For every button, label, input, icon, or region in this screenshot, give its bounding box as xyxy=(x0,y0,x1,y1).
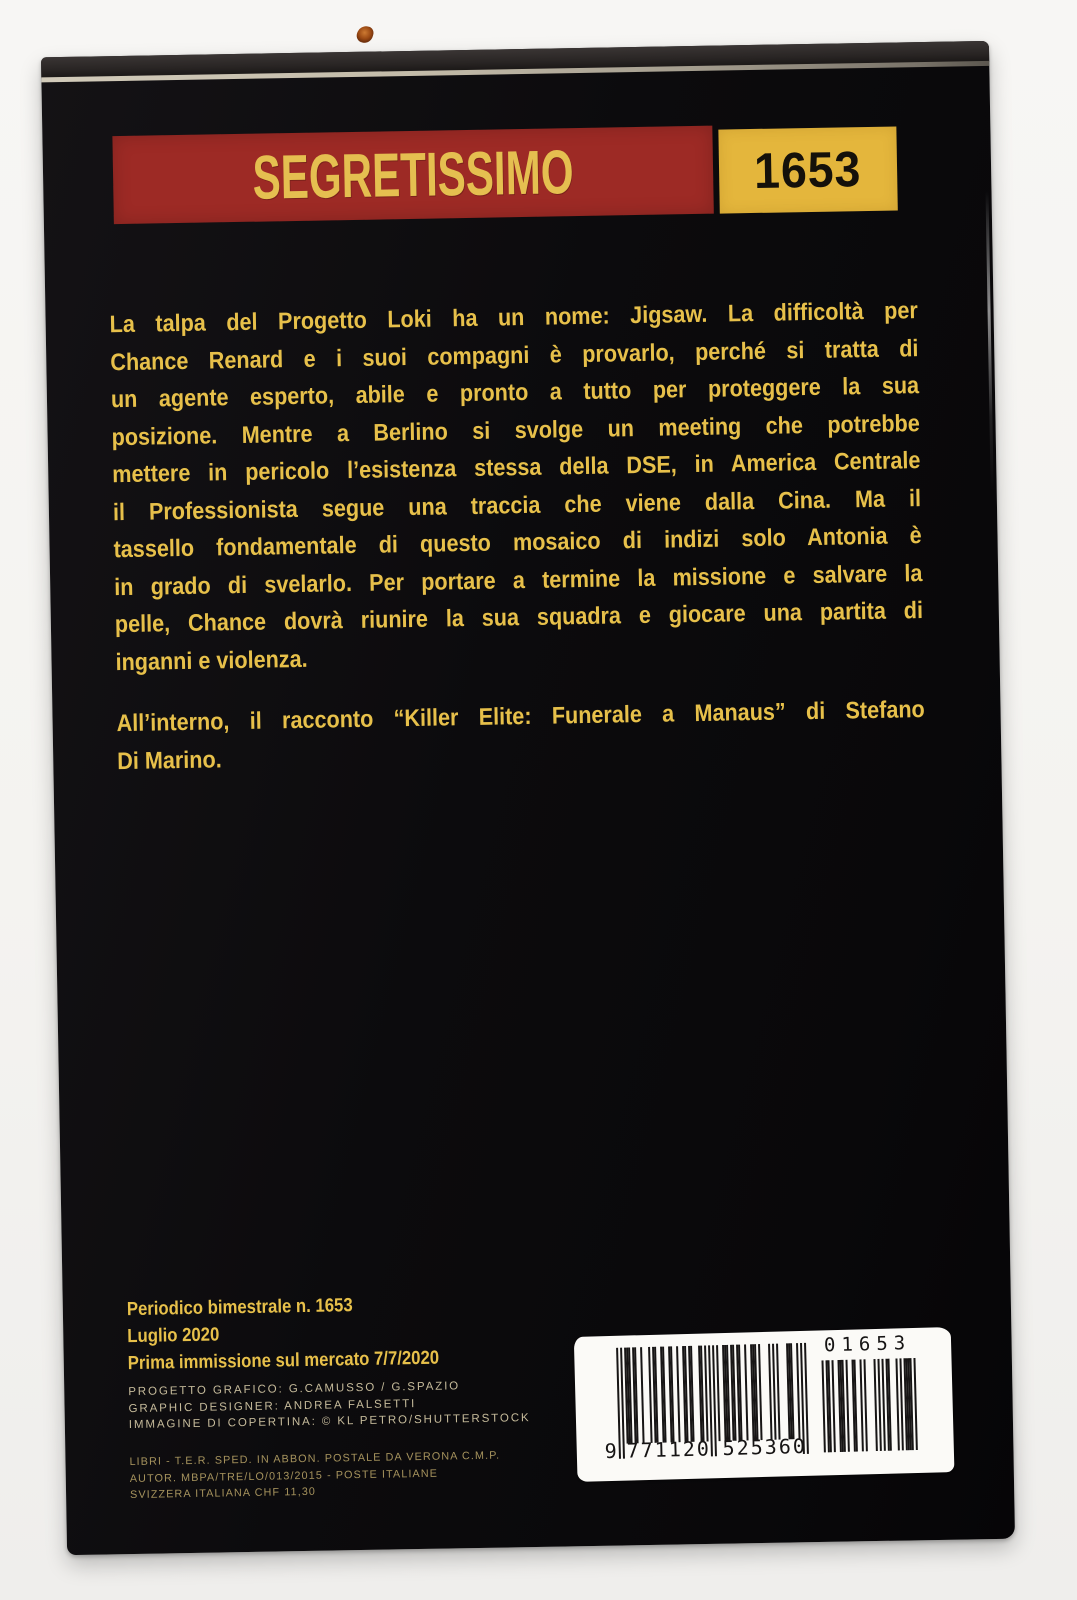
back-cover-blurb xyxy=(109,292,924,681)
text-line: PROGETTO GRAFICO: G.CAMUSSO / G.SPAZIO xyxy=(128,1380,461,1399)
text-line: Luglio 2020 xyxy=(127,1324,220,1348)
barcode-digits-left: 771120 xyxy=(626,1436,712,1463)
barcode-label xyxy=(574,1327,955,1482)
text-line: mettere in pericolo l’esistenza stessa della DSE, in America Centrale xyxy=(112,447,921,489)
text-line: SVIZZERA ITALIANA CHF 11,30 xyxy=(129,1485,317,1502)
issue-number: 1653 xyxy=(754,141,863,199)
text-line: Periodico bimestrale n. 1653 xyxy=(126,1295,353,1321)
text-line: tassello fondamentale di questo mosaico di indizi solo Antonia è xyxy=(113,522,922,564)
text-line: pelle, Chance dovrà riunire la sua squadra e giocare una partita di xyxy=(114,597,924,639)
text-line: GRAPHIC DESIGNER: ANDREA FALSETTI xyxy=(128,1397,417,1415)
cover-edge-scratch xyxy=(985,191,993,491)
legal-postal-info xyxy=(129,1448,501,1504)
text-line: Di Marino. xyxy=(117,745,222,775)
barcode-addon-number: 01653 xyxy=(823,1332,912,1357)
series-title: SEGRETISSIMO xyxy=(252,137,575,213)
text-line: LIBRI - T.E.R. SPED. IN ABBON. POSTALE DA VERONA C.M.P. xyxy=(129,1449,501,1469)
design-credits xyxy=(128,1377,531,1434)
text-line: IMMAGINE DI COPERTINA: © KL PETRO/SHUTTERSTOCK xyxy=(128,1412,531,1432)
series-banner xyxy=(112,126,713,224)
barcode-prefix-digit: 9 xyxy=(604,1438,618,1464)
barcode-digits-right: 525360 xyxy=(722,1433,808,1461)
text-line: posizione. Mentre a Berlino si svolge un meeting che potrebbe xyxy=(111,409,920,451)
text-line: La talpa del Progetto Loki ha un nome: Jigsaw. La difficoltà per xyxy=(109,297,918,339)
imprint-info xyxy=(127,1288,586,1377)
text-line: inganni e violenza. xyxy=(115,645,308,676)
issue-badge xyxy=(718,126,897,213)
text-line: Prima immissione sul mercato 7/7/2020 xyxy=(127,1347,440,1375)
dust-speck xyxy=(355,24,375,45)
text-line: un agente esperto, abile e pronto a tutto per proteggere la sua xyxy=(110,372,920,414)
bonus-story-note xyxy=(116,691,925,780)
text-line: in grado di svelarlo. Per portare a termine la missione e salvare la xyxy=(114,559,923,601)
book-back-cover xyxy=(41,41,1015,1555)
ean5-addon-barcode xyxy=(819,1358,917,1452)
text-line: Chance Renard e i suoi compagni è provarlo, perché si tratta di xyxy=(110,334,919,376)
text-line: AUTOR. MBPA/TRE/LO/013/2015 - POSTE ITALIANE xyxy=(129,1467,439,1485)
text-line: il Professionista segue una traccia che viene dalla Cina. Ma il xyxy=(112,484,922,526)
text-line: All’interno, il racconto “Killer Elite: Funerale a Manaus” di Stefano xyxy=(116,696,925,738)
